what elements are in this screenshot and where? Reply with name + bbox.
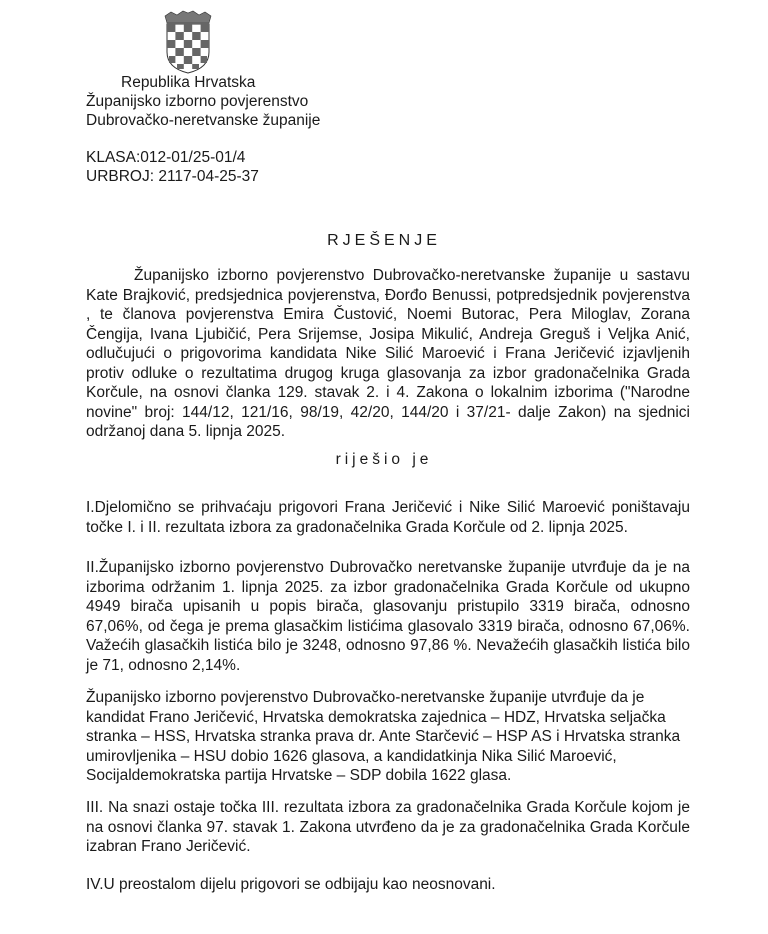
republic-name: Republika Hrvatska	[121, 74, 256, 91]
document-title: RJEŠENJE	[327, 232, 441, 249]
point-1-paragraph: I.Djelomično se prihvaćaju prigovori Frana Jeričević i Nike Silić Maroević poništavaju točke I. i II. rezultata izbora za gradonačelnika Grada Korčule od 2. lipnja 2025.	[86, 499, 690, 536]
commission-name: Županijsko izborno povjerenstvo	[86, 93, 309, 110]
county-name: Dubrovačko-neretvanske županije	[86, 112, 321, 129]
croatian-coat-of-arms-icon	[162, 10, 214, 74]
klasa-reference: KLASA:012-01/25-01/4	[86, 149, 246, 166]
intro-paragraph: Županijsko izborno povjerenstvo Dubrovačko-neretvanske županije u sastavu Kate Brajković, predsjednica povjerenstva, Đorđo Benussi, potpredsjednik povjerenstva , te članova povjerenstva Emira Čustović, Noemi Butorac, Pera Miloglav, Zorana Čengija, Ivana Ljubičić, Pera Srijemse, Josipa Mikulić, Andreja Greguš i Veljka Anić, odlučujući o prigovorima kandidata Nike Silić Maroević i Frana Jeričević izjavljenih protiv odluke o rezultatima drugog kruga glasovanja za izbor gradonačelnika Grada Korčule, na osnovi članka 129. stavak 2. i 4. Zakona o lokalnim izborima ("Narodne novine" broj: 144/12, 121/16, 98/19, 42/20, 144/20 i 37/21- dalje Zakon) na sjednici održanoj dana 5. lipnja 2025.	[86, 267, 690, 440]
point-4-paragraph: IV.U preostalom dijelu prigovori se odbijaju kao neosnovani.	[86, 876, 496, 893]
point-3-paragraph: III. Na snazi ostaje točka III. rezultata izbora za gradonačelnika Grada Korčule kojom je na osnovi članka 97. stavak 1. Zakona utvrđeno da je za gradonačelnika Grada Korčule izabran Frano Jeričević.	[86, 799, 690, 855]
decision-heading: riješio je	[335, 451, 433, 468]
point-2-paragraph: II.Županijsko izborno povjerenstvo Dubrovačko neretvanske županije utvrđuje da je na izborima održanim 1. lipnja 2025. za izbor gradonačelnika Grada Korčule od ukupno 4949 birača upisanih u popis birača, glasovanju pristupilo 3319 birača, odnosno 67,06%, od čega je prema glasačkim listićima glasovalo 3319 birača, odnosno 67,06%. Važećih glasačkih listića bilo je 3248, odnosno 97,86 %. Nevažećih glasačkih listića bilo je 71, odnosno 2,14%.	[86, 559, 690, 674]
urbroj-reference: URBROJ: 2117-04-25-37	[86, 168, 259, 185]
point-2-results-paragraph: Županijsko izborno povjerenstvo Dubrovačko-neretvanske županije utvrđuje da je kandidat Frano Jeričević, Hrvatska demokratska zajednica – HDZ, Hrvatska seljačka stranka – HSS, Hrvatska stranka prava dr. Ante Starčević – HSP AS i Hrvatska stranka umirovljenika – HSU dobio 1626 glasova, a kandidatkinja Nika Silić Maroević, Socijaldemokratska partija Hrvatske – SDP dobila 1622 glasa.	[86, 689, 681, 784]
